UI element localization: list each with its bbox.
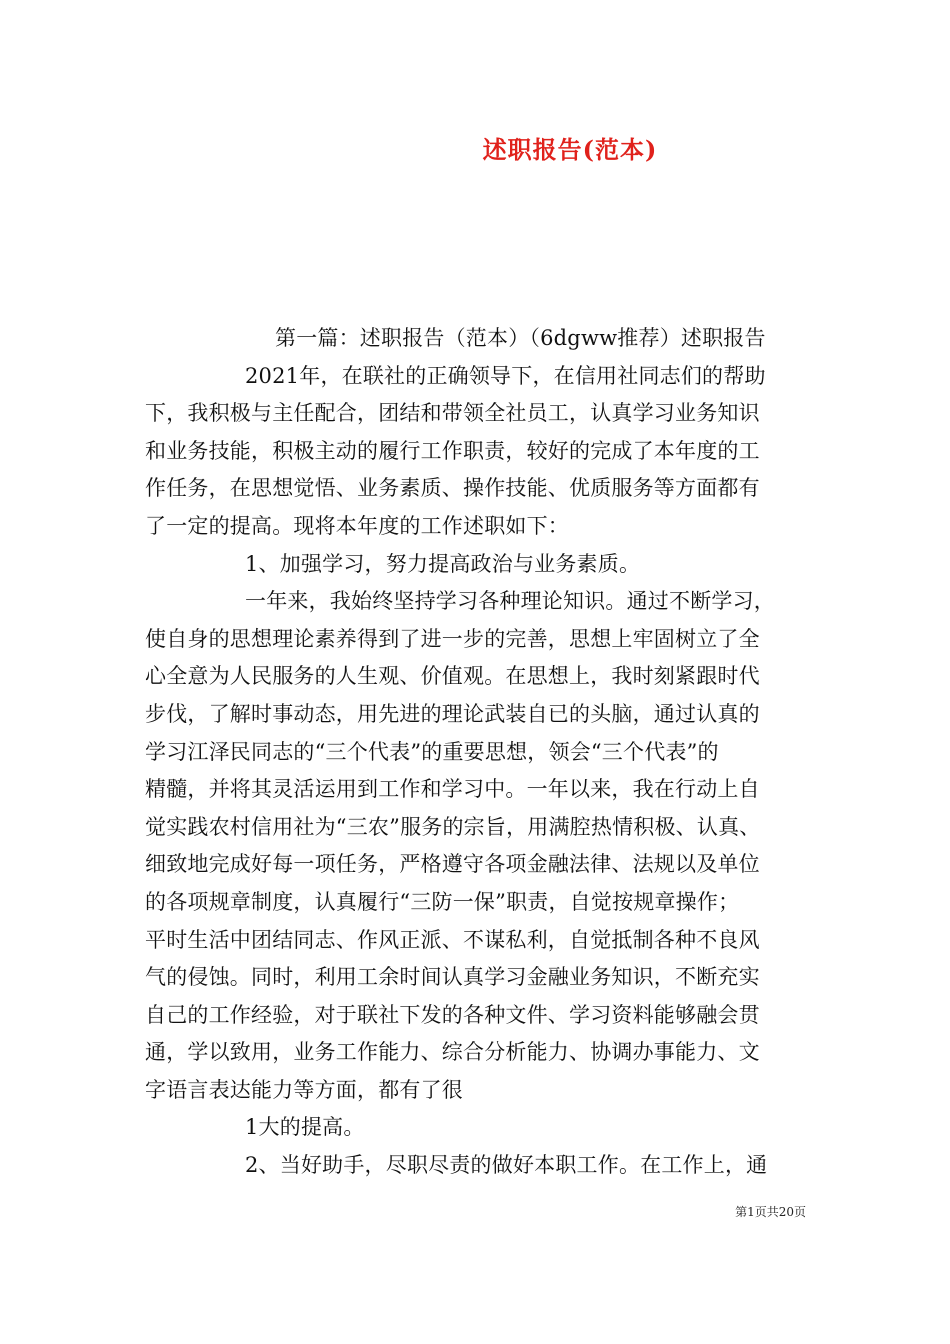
paragraph-line: 气的侵蚀。同时，利用工余时间认真学习金融业务知识，不断充实 [145,965,760,990]
paragraph-line: 作任务，在思想觉悟、业务素质、操作技能、优质服务等方面都有 [145,476,760,501]
paragraph-line: 细致地完成好每一项任务，严格遵守各项金融法律、法规以及单位 [145,852,760,877]
paragraph-line: 一年来，我始终坚持学习各种理论知识。通过不断学习， [245,589,775,614]
section-heading: 1、加强学习，努力提高政治与业务素质。 [245,551,641,576]
paragraph-line: 觉实践农村信用社为“三农”服务的宗旨，用满腔热情积极、认真、 [145,814,761,839]
paragraph-line: 平时生活中团结同志、作风正派、不谋私利，自觉抵制各种不良风 [145,927,760,952]
paragraph-line: 心全意为人民服务的人生观、价值观。在思想上，我时刻紧跟时代 [145,664,760,689]
paragraph-line: 了一定的提高。现将本年度的工作述职如下： [145,513,569,538]
paragraph-line: 使自身的思想理论素养得到了进一步的完善，思想上牢固树立了全 [145,626,760,651]
paragraph-line: 和业务技能，积极主动的履行工作职责，较好的完成了本年度的工 [145,438,760,463]
paragraph-line: 精髓，并将其灵活运用到工作和学习中。一年以来，我在行动上自 [145,777,760,802]
paragraph-line: 下，我积极与主任配合，团结和带领全社员工，认真学习业务知识 [145,401,760,426]
document-body [145,320,835,1185]
paragraph-line: 1大的提高。 [245,1115,365,1140]
paragraph-line: 学习江泽民同志的“三个代表”的重要思想，领会“三个代表”的 [145,739,719,764]
paragraph-line: 通，学以致用，业务工作能力、综合分析能力、协调办事能力、文 [145,1040,760,1065]
paragraph-line: 2021年，在联社的正确领导下，在信用社同志们的帮助 [245,363,766,388]
document-subtitle: 第一篇：述职报告（范本）（6dgww推荐）述职报告 [275,326,766,350]
paragraph-line: 字语言表达能力等方面，都有了很 [145,1077,463,1102]
section-heading: 2、当好助手，尽职尽责的做好本职工作。在工作上，通 [245,1153,768,1178]
page-number-footer: 第1页共20页 [735,1205,806,1219]
document-title: 述职报告(范本) [482,135,658,164]
paragraph-line: 自己的工作经验，对于联社下发的各种文件、学习资料能够融会贯 [145,1002,760,1027]
paragraph-line: 的各项规章制度，认真履行“三防一保”职责，自觉按规章操作； [145,889,740,914]
paragraph-line: 步伐，了解时事动态，用先进的理论武装自已的头脑，通过认真的 [145,701,760,726]
